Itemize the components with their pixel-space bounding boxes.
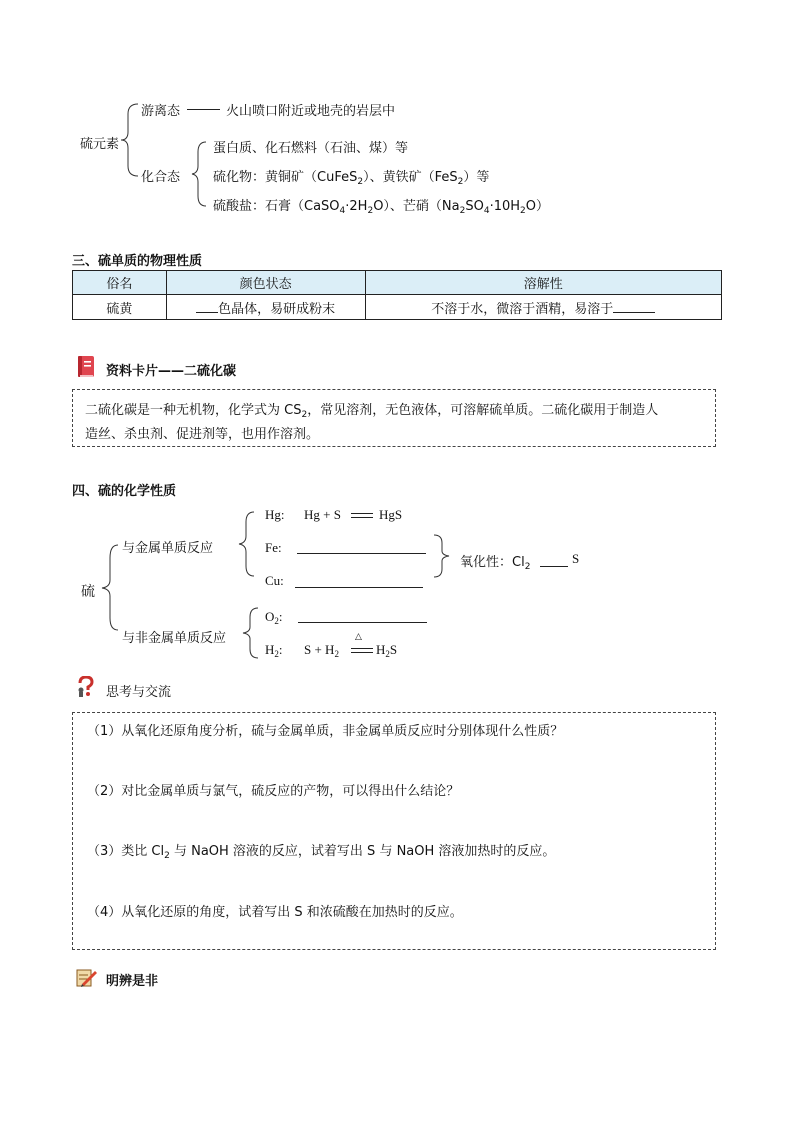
h2-eq-right: $H_2S$ xyxy=(376,642,398,659)
sulfur-root: 硫 xyxy=(81,584,95,600)
o2-answer-blank[interactable] xyxy=(298,622,427,623)
question-figure-icon xyxy=(76,676,96,698)
o2-label: $O_2$: xyxy=(265,609,283,626)
think-question-3: （3）类比 $Cl_2$ 与 NaOH 溶液的反应，试着写出 S 与 NaOH 溶液加热时的反应。 xyxy=(87,844,556,861)
combined-state-label: 化合态 xyxy=(141,170,181,185)
hg-eq-right: HgS xyxy=(379,507,403,522)
table-header-row xyxy=(73,271,722,295)
metal-brace xyxy=(234,508,258,580)
equals-sign-heat xyxy=(350,647,374,655)
solvent-blank[interactable] xyxy=(613,312,655,313)
header-solubility: 溶解性 xyxy=(365,271,721,295)
oxidation-s: S xyxy=(572,551,580,566)
h2-label: $H_2$: xyxy=(265,642,283,659)
section4-title: 四、硫的化学性质 xyxy=(72,484,177,499)
think-question-4: （4）从氧化还原的角度，试着写出 S 和浓硫酸在加热时的反应。 xyxy=(87,905,463,920)
fe-answer-blank[interactable] xyxy=(297,553,426,554)
cu-answer-blank[interactable] xyxy=(295,587,423,588)
free-state-dash xyxy=(187,109,220,110)
combined-item-sulfate: 硫酸盐：石膏$(CaSO_4\cdot 2H_2O)$、芒硝$(Na_2SO_4\cdot 10H_2O)$ xyxy=(213,199,549,216)
oxidation-brace xyxy=(430,532,454,580)
combined-item-sulfide: 硫化物：黄铜矿（CuFeS$_2$）、黄铁矿（FeS$_2$）等 xyxy=(213,170,490,187)
card-text-line2: 造丝、杀虫剂、促进剂等，也用作溶剂。 xyxy=(85,427,320,442)
fe-label: Fe: xyxy=(265,540,282,555)
card-box xyxy=(72,389,716,447)
root-brace xyxy=(96,530,122,640)
free-state-label: 游离态 xyxy=(141,104,181,119)
heat-symbol: △ xyxy=(355,632,362,642)
metal-reaction-label: 与金属单质反应 xyxy=(122,541,214,556)
think-box xyxy=(72,712,716,950)
physical-properties-table xyxy=(72,270,722,320)
think-question-2: （2）对比金属单质与氯气，硫反应的产物，可以得出什么结论？ xyxy=(87,784,460,799)
judge-title: 明辨是非 xyxy=(106,974,159,989)
oxidation-compare: 氧化性：$Cl_2$ xyxy=(460,555,531,572)
free-state-desc: 火山喷口附近或地壳的岩层中 xyxy=(226,104,396,119)
oxidation-blank[interactable] xyxy=(540,566,568,567)
red-book-icon xyxy=(76,355,96,379)
combined-item-organic: 蛋白质、化石燃料（石油、煤）等 xyxy=(213,141,409,156)
hg-eq-left: Hg + S xyxy=(304,507,341,522)
card-title: 资料卡片——二硫化碳 xyxy=(106,364,237,379)
h2-eq-left: $S + H_2$ xyxy=(304,642,339,659)
tree-brace-main xyxy=(118,98,142,182)
think-title: 思考与交流 xyxy=(106,685,172,700)
hg-label: Hg: xyxy=(265,507,285,522)
cell-color-state: 色晶体，易研成粉末 xyxy=(166,295,365,320)
nonmetal-brace xyxy=(238,605,262,661)
header-color-state: 颜色状态 xyxy=(166,271,365,295)
section3-title: 三、硫单质的物理性质 xyxy=(72,254,203,269)
cu-label: Cu: xyxy=(265,573,284,588)
pencil-icon xyxy=(76,968,98,988)
equals-sign xyxy=(350,512,374,520)
card-text-line1: 二硫化碳是一种无机物，化学式为 $CS_2$，常见溶剂，无色液体，可溶解硫单质。二硫化碳用于制造人 xyxy=(85,403,659,420)
header-name: 俗名 xyxy=(73,271,167,295)
combined-brace xyxy=(186,138,210,210)
cell-name: 硫黄 xyxy=(73,295,167,320)
think-question-1: （1）从氧化还原角度分析，硫与金属单质，非金属单质反应时分别体现什么性质？ xyxy=(87,724,564,739)
cell-solubility: 不溶于水，微溶于酒精，易溶于 xyxy=(365,295,721,320)
sulfur-element-root: 硫元素 xyxy=(80,137,120,152)
table-row xyxy=(73,295,722,320)
color-blank[interactable] xyxy=(196,312,218,313)
nonmetal-reaction-label: 与非金属单质反应 xyxy=(122,631,227,646)
